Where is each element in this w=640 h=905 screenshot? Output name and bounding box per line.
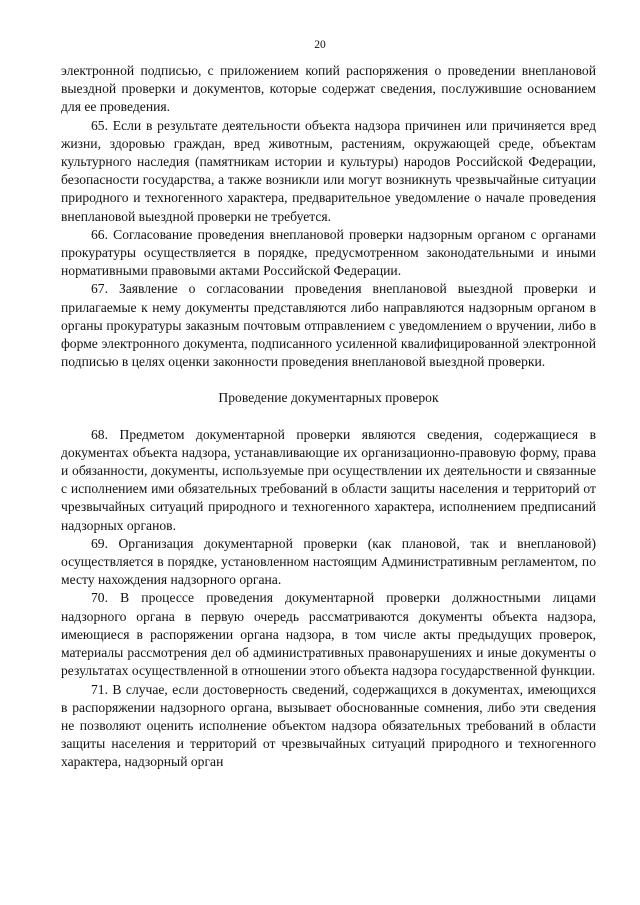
section-heading: Проведение документарных проверок <box>218 390 439 406</box>
document-body <box>61 62 596 772</box>
paragraph-68: 68. Предметом документарной проверки являются сведения, содержащиеся в документах объекта надзора, устанавливающие их организационно-правовую форму, права и обязанности, документы, используемые при осуществлении их деятельности и связанные с исполнением ими обязательных требований в области защиты населения и территорий от чрезвычайных ситуаций природного и техногенного характера, исполнением предписаний надзорных органов. <box>61 426 596 533</box>
page-number: 20 <box>314 39 326 51</box>
paragraph-70: 70. В процессе проведения документарной проверки должностными лицами надзорного органа в первую очередь рассматриваются документы объекта надзора, имеющиеся в распоряжении органа надзора, в том числе акты предыдущих проверок, материалы рассмотрения дел об административных правонарушениях и иные документы о результатах осуществленной в отношении этого объекта надзора государственной функции. <box>61 590 596 679</box>
paragraph-71: 71. В случае, если достоверность сведений, содержащихся в документах, имеющихся в распоряжении надзорного органа, вызывает обоснованные сомнения, либо эти сведения не позволяют оценить исполнение объектом надзора обязательных требований в области защиты населения и территорий от чрезвычайных ситуаций природного и техногенного характера, надзорный орган <box>61 681 596 770</box>
paragraph-continuation: электронной подписью, с приложением копий распоряжения о проведении внеплановой выездной проверки и документов, которые содержат сведения, послужившие основанием для ее проведения. <box>61 63 596 115</box>
paragraph-65: 65. Если в результате деятельности объекта надзора причинен или причиняется вред жизни, здоровью граждан, вред животным, растениям, окружающей среде, объектам культурного наследия (памятникам истории и культуры) народов Российской Федерации, безопасности государства, а также возникли или могут возникнуть чрезвычайные ситуации природного и техногенного характера, предварительное уведомление о начале проведения внеплановой выездной проверки не требуется. <box>61 117 596 224</box>
paragraph-69: 69. Организация документарной проверки (как плановой, так и внеплановой) осуществляется в порядке, установленном настоящим Административным регламентом, по месту нахождения надзорного органа. <box>61 535 596 588</box>
paragraph-67: 67. Заявление о согласовании проведения внеплановой выездной проверки и прилагаемые к нему документы представляются либо направляются надзорным органом в органы прокуратуры заказным почтовым отправлением с уведомлением о вручении, либо в форме электронного документа, подписанного усиленной квалифицированной электронной подписью в целях оценки законности проведения внеплановой выездной проверки. <box>61 281 596 370</box>
paragraph-66: 66. Согласование проведения внеплановой проверки надзорным органом с органами прокуратуры осуществляется в порядке, предусмотренном законодательными и иными нормативными правовыми актами Российской Федерации. <box>61 226 596 279</box>
